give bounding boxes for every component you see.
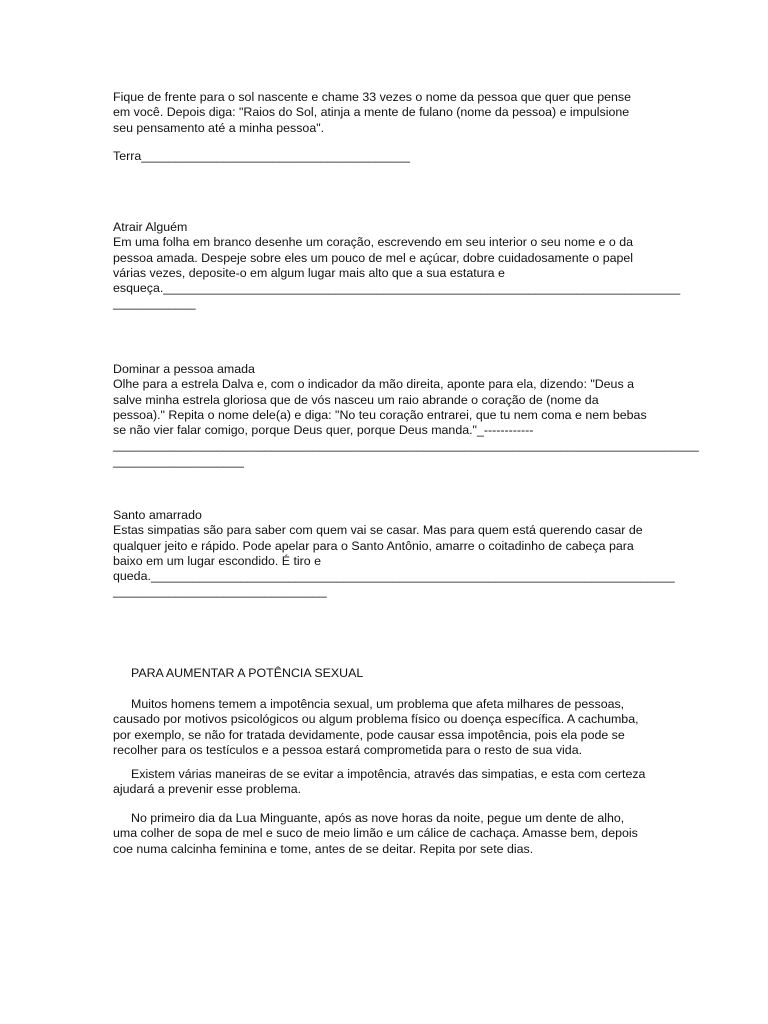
section-line: baixo em um lugar escondido. É tiro e (113, 553, 321, 568)
section-title: Dominar a pessoa amada (113, 362, 255, 376)
section-line: queda.____________________________________________________________________________ (113, 569, 675, 584)
section-title: PARA AUMENTAR A POTÊNCIA SEXUAL (131, 666, 364, 680)
paragraph-line: recolher para os testículos e a pessoa estará comprometida para o resto de sua vida. (113, 742, 583, 757)
section-line: _______________________________ (113, 584, 327, 599)
section-santo (113, 508, 675, 600)
section-line: várias vezes, deposite-o em algum lugar mais alto que a sua estatura e (113, 265, 505, 280)
paragraph-line: causado por motivos psicológicos ou algum problema físico ou doença específica. A cachumba, (113, 712, 639, 727)
paragraph-line: Existem várias maneiras de se evitar a impotência, através das simpatias, e esta com certeza (131, 767, 646, 781)
section-line: ___________________ (113, 453, 244, 468)
paragraph-line: ajudará a prevenir esse problema. (113, 782, 302, 797)
intro-line: em você. Depois diga: "Raios do Sol, atinja a mente de fulano (nome da pessoa) e impulsione (113, 105, 630, 120)
section-atrair (113, 220, 681, 312)
section-potencia-title (113, 666, 661, 681)
terra-line (113, 149, 661, 164)
section-line: qualquer jeito e rápido. Pode apelar para o Santo Antônio, amarre o coitadinho de cabeça para (113, 538, 634, 553)
potencia-paragraph-2 (113, 767, 661, 798)
paragraph-line: coe numa calcinha feminina e tome, antes de se deitar. Repita por sete dias. (113, 841, 534, 856)
section-title: Atrair Alguém (113, 220, 188, 234)
paragraph-line: Muitos homens temem a impotência sexual, um problema que afeta milhares de pessoas, (131, 697, 625, 711)
section-title: Santo amarrado (113, 508, 202, 522)
paragraph-line: No primeiro dia da Lua Minguante, após as nove horas da noite, pegue um dente de alho, (131, 811, 625, 825)
section-line: Estas simpatias são para saber com quem vai se casar. Mas para quem está querendo casar de (113, 523, 643, 538)
potencia-paragraph-1 (113, 697, 661, 758)
intro-line: Fique de frente para o sol nascente e chame 33 vezes o nome da pessoa que quer que pense (113, 90, 632, 104)
section-line: Olhe para a estrela Dalva e, com o indicador da mão direita, aponte para ela, dizendo: "Deus a (113, 377, 634, 392)
section-dominar (113, 362, 699, 469)
paragraph-line: por exemplo, se não for tratada devidamente, pode causar essa impotência, pois ela pode se (113, 727, 625, 742)
section-line: se não vier falar comigo, porque Deus quer, porque Deus manda."_------------ (113, 423, 534, 438)
section-line: pessoa amada. Despeje sobre eles um pouco de mel e açúcar, dobre cuidadosamente o papel (113, 250, 634, 265)
section-line: ____________ (113, 296, 196, 311)
paragraph-line: uma colher de sopa de mel e suco de meio limão e um cálice de cachaça. Amasse bem, depois (113, 826, 638, 841)
terra-text: Terra_______________________________________ (113, 149, 410, 163)
potencia-paragraph-3 (113, 811, 661, 857)
section-line: salve minha estrela gloriosa que de vós nasceu um raio abrande o coração de (nome da (113, 392, 599, 407)
intro-paragraph (113, 90, 661, 136)
section-line: esqueça.___________________________________________________________________________ (113, 281, 681, 296)
section-line: pessoa)." Repita o nome dele(a) e diga: "No teu coração entrarei, que tu nem coma e nem bebas (113, 407, 647, 422)
section-line: Em uma folha em branco desenhe um coração, escrevendo em seu interior o seu nome e o da (113, 235, 634, 250)
section-line: _____________________________________________________________________________________ (113, 438, 699, 453)
intro-line: seu pensamento até a minha pessoa". (113, 120, 325, 135)
